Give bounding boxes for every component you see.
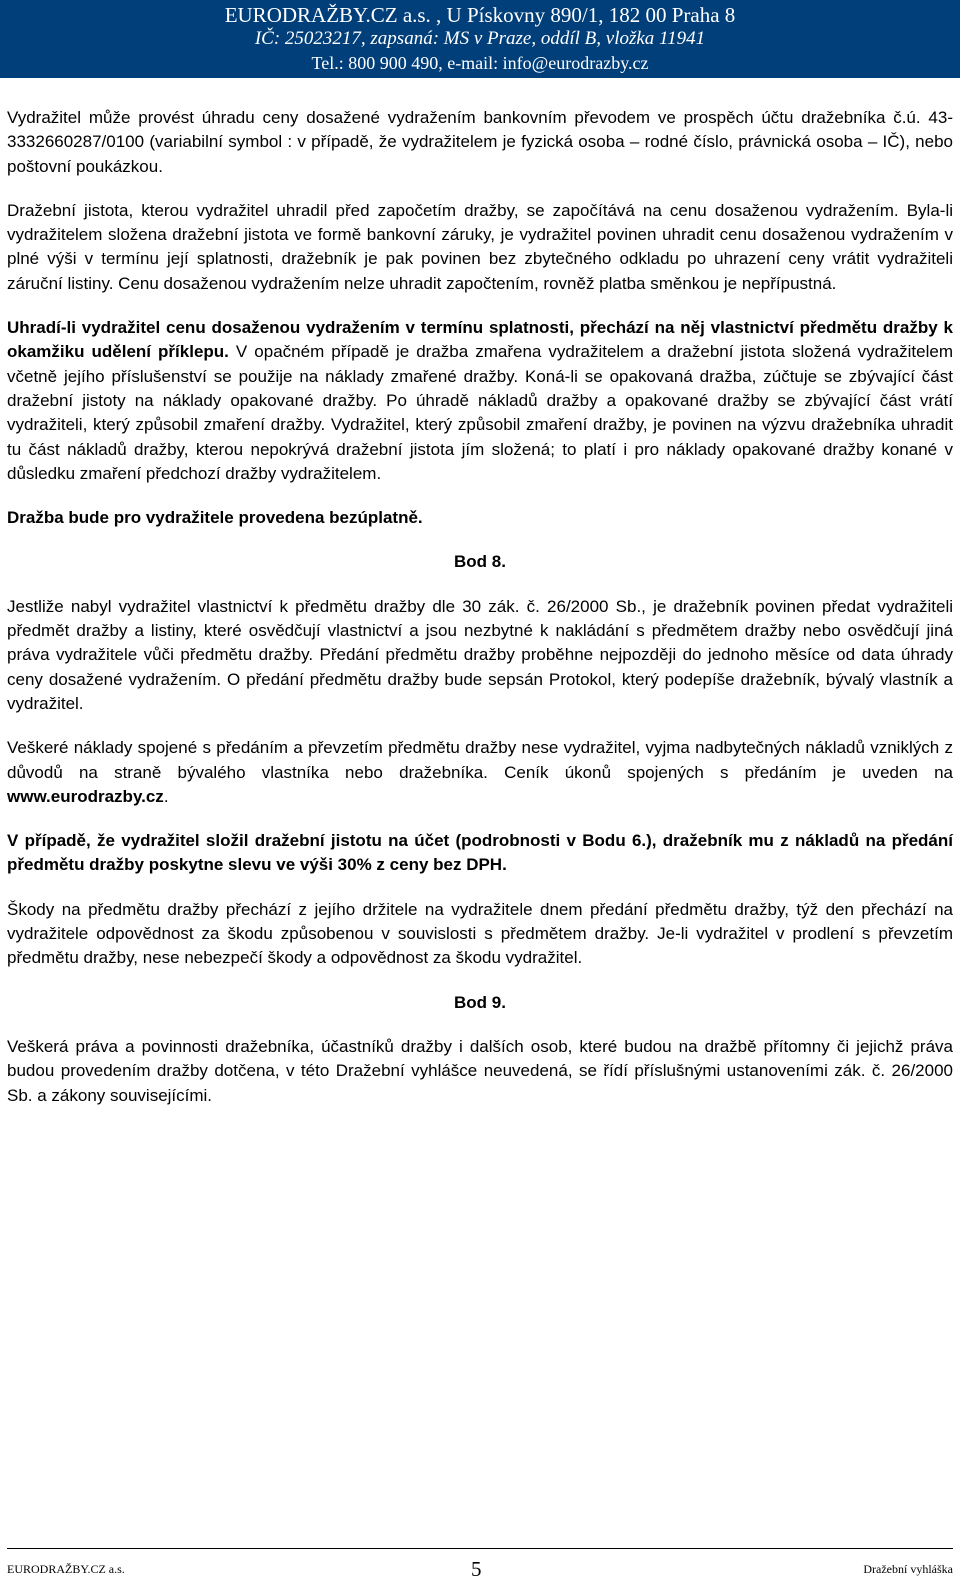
paragraph-free-of-charge [7,506,953,530]
letterhead-header [0,0,960,78]
company-name-address: EURODRAŽBY.CZ a.s. , U Pískovny 890/1, 182 00 Praha 8 [224,3,736,27]
paragraph-damage-liability: Škody na předmětu dražby přechází z jejího držitele na vydražitele dnem předání předmětu dražby, týž den přechází na vydražitele odpovědnost za škodu způsobenou v souvislosti s předmětem dražby. Je-li vydražitel v prodlení s převzetím předmětu dražby, nese nebezpečí škody a odpovědnost za škodu vydražitel. [7,899,953,968]
paragraph-ownership-transfer [7,316,953,486]
handover-costs-text: Veškeré náklady spojené s předáním a převzetím předmětu dražby nese vydražitel, vyjma nadbytečných nákladů vzniklých z důvodů na straně bývalého vlastníka nebo dražebníka. Ceník úkonů spojených s předáním je uveden na [7,738,953,782]
section-heading-bod-8: Bod 8. [454,552,506,572]
section-heading-bod-9: Bod 9. [454,992,506,1012]
footer-divider [7,1548,953,1549]
page-number: 5 [471,1557,482,1581]
ownership-transfer-bold: Uhradí-li vydražitel cenu dosaženou vydražením v termínu splatnosti, přechází na něj vlastnictví předmětu dražby k okamžiku udělení příklepu. [7,318,953,362]
document-body [7,106,953,1128]
paragraph-other-rights: Veškerá práva a povinnosti dražebníka, účastníků dražby i dalších osob, které budou na dražbě přítomny či jejichž práva budou provedením dražby dotčena, v této Dražební vyhlášce neuvedená, se řídí příslušnými ustanoveními zák. č. 26/2000 Sb. a zákony souvisejícími. [7,1036,953,1105]
handover-costs-end: . [163,786,169,806]
paragraph-payment-method: Vydražitel může provést úhradu ceny dosažené vydražením bankovním převodem ve prospěch účtu dražebníka č.ú. 43-3332660287/0100 (variabilní symbol : v případě, že vydražitelem je fyzická osoba – rodné číslo, právnická osoba – IČ), nebo poštovní poukázkou. [7,108,953,176]
page-footer [7,1548,953,1581]
company-registration: IČ: 25023217, zapsaná: MS v Praze, oddíl B, vložka 11941 [254,28,706,49]
free-of-charge-bold: Dražba bude pro vydražitele provedena bezúplatně. [7,508,423,528]
paragraph-handover: Jestliže nabyl vydražitel vlastnictví k předmětu dražby dle 30 zák. č. 26/2000 Sb., je dražebník povinen předat vydražiteli předmět dražby a listiny, které osvědčují vlastnictví a jsou nezbytné k nakládání s předmětem dražby nebo osvědčují jiná práva vydražitele vůči předmětu dražby. Předání předmětu dražby proběhne nejpozději do jednoho měsíce od data úhrady ceny dosažené vydražením. O předání předmětu dražby bude sepsán Protokol, který podepíše dražebník, bývalý vlastník a vydražitel. [7,596,953,713]
paragraph-auction-deposit: Dražební jistota, kterou vydražitel uhradil před započetím dražby, se započítává na cenu dosaženou vydražením. Byla-li vydražitelem složena dražební jistota ve formě bankovní záruky, je vydražitel povinen uhradit cenu dosaženou vydražením v plné výši v termínu její splatnosti, dražebník je pak povinen bez zbytečného odkladu po uhrazení ceny vrátit vydražiteli záruční listiny. Cenu dosaženou vydražením nelze uhradit započtením, rovněž platba směnkou je nepřípustná. [7,200,953,293]
footer-company: EURODRAŽBY.CZ a.s. [7,1562,125,1576]
company-contact: Tel.: 800 900 490, e-mail: info@eurodrazby.cz [311,53,649,73]
footer-document-title: Dražební vyhláška [863,1562,953,1576]
paragraph-discount [7,829,953,878]
eurodrazby-link[interactable]: www.eurodrazby.cz [7,786,164,806]
ownership-transfer-rest: V opačném případě je dražba zmařena vydražitelem a dražební jistota složená vydražitelem včetně jejího příslušenství se použije na náklady zmařené dražby. Koná-li se opakovaná dražba, zúčtuje se zbývající část dražební jistoty na náklady opakované dražby. Po úhradě nákladů dražby a opakované dražby se zbývající část vrátí vydražiteli, který způsobil zmaření dražby. Vydražitel, který způsobil zmaření dražby, je povinen na výzvu dražebníka uhradit tu část nákladů dražby, kterou nepokrývá dražební jistota jím složená; to platí i pro náklady opakované dražby konané v důsledku zmaření předchozí dražby vydražitelem. [7,342,953,483]
discount-bold: V případě, že vydražitel složil dražební jistotu na účet (podrobnosti v Bodu 6.), dražebník mu z nákladů na předání předmětu dražby poskytne slevu ve výši 30% z ceny bez DPH. [7,831,953,875]
paragraph-handover-costs [7,736,953,809]
